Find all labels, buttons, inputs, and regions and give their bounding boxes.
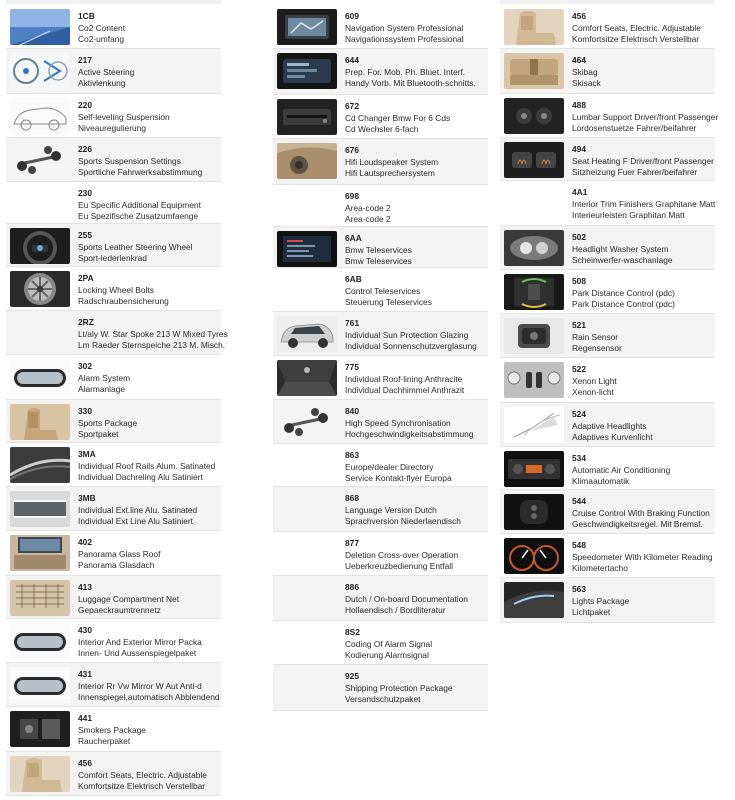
option-code: 230 [78,188,92,198]
glass-roof-image [10,535,70,571]
option-name-en: Language Version Dutch [345,504,437,515]
option-code: 456 [572,11,586,21]
option-code: 441 [78,713,92,723]
option-text [572,496,713,531]
option-code: 609 [345,11,359,21]
option-code: 4A1 [572,187,588,197]
option-code: 255 [78,230,92,240]
option-text [78,273,219,308]
option-name-de: Sitzheizung Fuer Fahrer/beifahrer [572,167,698,178]
option-row-6ab[interactable] [273,268,488,312]
option-name-de: Kilometertacho [572,563,628,574]
option-name-de: Alarmanlage [78,384,126,395]
option-text [345,671,486,706]
teleservice-screen-image [277,231,337,267]
option-row-502[interactable] [500,226,715,270]
option-row-544[interactable] [500,490,715,534]
option-name-en: Rain Sensor [572,331,619,342]
option-row-464[interactable] [500,49,715,94]
option-text [345,55,486,90]
option-name-en: Dutch / On-board Documentation [345,593,468,604]
option-text [345,101,486,136]
option-name-de: Niveauregulierung [78,123,146,134]
chassis-image [277,404,337,440]
option-name-de: Xenon-licht [572,387,614,398]
option-row-775[interactable] [273,356,488,400]
option-code: 534 [572,453,586,463]
option-text [572,100,719,135]
option-name-en: Park Distance Control (pdc) [572,287,675,298]
option-name-en: Deletion Cross-over Operation [345,549,459,560]
option-name-en: Automatic Air Conditioning [572,464,671,475]
option-name-de: Innen- Und Aussenspiegelpaket [78,648,197,659]
roof-rail-image [10,447,70,483]
option-code: 886 [345,582,359,592]
option-name-de: Innenspiegel,automatisch Abblendend [78,692,220,703]
option-text [572,364,713,399]
option-text [345,450,486,485]
option-name-de: Steuerung Teleservices [345,297,432,308]
option-name-de: Lm Raeder Sternspeiche 213 M. Misch. [78,340,226,351]
option-name-de: Panorama Glasdach [78,560,155,571]
key-fob-image [504,494,564,530]
option-name-de: Versandschutzpaket [345,694,421,705]
climate-panel-image [504,451,564,487]
option-text [78,55,219,90]
mirror-image [10,359,70,395]
option-text [78,669,219,704]
option-code: 3MB [78,493,96,503]
option-name-en: Interior Trim Finishers Graphitane Matt [572,198,716,209]
option-name-de: Komfortsitze Elektrisch Verstellbar [572,34,700,45]
door-speaker-image [277,143,337,179]
option-name-de: Individual Ext Line Alu Satiniert [78,516,193,527]
option-row-3ma[interactable] [6,443,221,487]
top-strip [500,0,715,4]
option-name-de: Regensensor [572,343,622,354]
option-text [78,582,219,617]
option-row-925[interactable] [273,665,488,711]
option-name-en: Headlight Washer System [572,243,669,254]
option-name-de: Adaptives Kurvenlicht [572,432,653,443]
option-text [572,11,713,46]
option-row-8s2[interactable] [273,621,488,665]
option-code: 488 [572,100,586,110]
option-code: 672 [345,101,359,111]
option-name-de: Scheinwerfer-waschanlage [572,255,673,266]
option-code: 2PA [78,273,94,283]
option-name-en: Sports Leather Steering Wheel [78,241,193,252]
option-name-en: Luggage Compartment Net [78,593,180,604]
option-code: 548 [572,540,586,550]
option-row-886[interactable] [273,576,488,621]
option-name-de: Eu Spezifische Zusatzumfaenge [78,211,199,222]
cd-changer-image [277,99,337,135]
option-text [572,584,713,619]
option-row-494[interactable] [500,138,715,181]
option-row-508[interactable] [500,270,715,314]
option-text [78,537,219,572]
option-text [572,276,713,311]
option-text [345,362,486,397]
option-text [345,233,486,268]
option-name-de: Handy Vorb. Mit Bluetooth-schnitts. [345,78,476,89]
option-name-en: Individual Sun Protection Glazing [345,329,469,340]
option-code: 1CB [78,11,95,21]
option-name-en: Speedometer With Kilometer Reading [572,551,713,562]
option-text [572,540,713,575]
option-row-220[interactable] [6,94,221,138]
option-name-de: Aktivlenkung [78,78,126,89]
option-text [572,409,713,444]
option-code: 676 [345,145,359,155]
adaptive-light-diagram-image [504,407,564,443]
sky-road-image [10,9,70,45]
option-name-en: Interior And Exterior Mirror Packa [78,636,202,647]
option-name-en: Interior Rr Vw Mirror W Aut Anti-d [78,680,202,691]
option-name-de: Sportliche Fahrwerksabstimmung [78,167,203,178]
option-name-en: Navigation System Professional [345,22,464,33]
option-name-en: Skibag [572,66,598,77]
option-code: 6AA [345,233,362,243]
option-text [572,187,716,222]
option-name-en: Comfort Seats, Electric. Adjustable [78,769,207,780]
option-row-430[interactable] [6,619,221,663]
option-name-en: Alarm System [78,372,131,383]
option-name-de: Ueberkreuzbedienung Entfall [345,561,454,572]
top-strip [6,0,221,4]
option-text [345,11,486,46]
option-name-de: Hochgeschwindigkeitsabstimmung [345,429,474,440]
option-name-de: Lichtpaket [572,607,611,618]
option-code: 431 [78,669,92,679]
option-row-521[interactable] [500,314,715,358]
option-row-863[interactable] [273,444,488,487]
option-text [78,449,219,484]
option-code: 430 [78,625,92,635]
option-name-en: Self-leveling Suspension [78,111,170,122]
option-code: 761 [345,318,359,328]
option-row-230[interactable] [6,182,221,224]
seat-heating-image [504,142,564,178]
option-name-en: Sports Suspension Settings [78,155,181,166]
option-name-de: Geschwindigkeitsregel. Mit Bremsf. [572,519,703,530]
option-text [78,11,219,46]
option-text [78,100,219,135]
option-row-2pa[interactable] [6,267,221,311]
option-name-en: Individual Ext.line Alu. Satinated [78,504,198,515]
option-row-524[interactable] [500,403,715,447]
option-row-456[interactable] [500,5,715,49]
option-text [78,406,219,441]
option-code: 644 [345,55,359,65]
option-name-en: Europe/dealer Directory [345,461,434,472]
option-text [345,145,486,180]
option-text [78,144,219,179]
option-code: 220 [78,100,92,110]
option-code: 563 [572,584,586,594]
option-name-de: Radschraubensicherung [78,296,169,307]
option-name-en: Smokers Package [78,724,146,735]
option-row-6aa[interactable] [273,227,488,268]
phone-screen-image [277,53,337,89]
option-code: 2RZ [78,317,94,327]
option-row-255[interactable] [6,224,221,267]
mirror-image [10,667,70,703]
option-row-698[interactable] [273,185,488,227]
option-row-609[interactable] [273,5,488,49]
option-name-en: Individual Roof Rails Alum. Satinated [78,460,216,471]
option-name-de: Park Distance Control (pdc) [572,299,675,310]
option-code: 413 [78,582,92,592]
option-name-de: Individual Dachhimmel Anthrazit [345,385,465,396]
option-code: 863 [345,450,359,460]
option-row-431[interactable] [6,663,221,707]
option-row-548[interactable] [500,534,715,578]
option-name-de: Skisack [572,78,601,89]
option-text [345,318,486,353]
option-code: 402 [78,537,92,547]
window-line-image [10,491,70,527]
roof-lining-image [277,360,337,396]
option-text [78,317,228,352]
sport-seat-image [10,404,70,440]
option-code: 302 [78,361,92,371]
option-name-de: Interieurleisten Graphitan Matt [572,210,685,221]
option-name-de: Individual Dachreling Alu Satiniert [78,472,203,483]
option-code: 494 [572,144,586,154]
option-name-de: Gepaeckraumtrennetz [78,605,161,616]
option-name-en: Hifi Loudspeaker System [345,156,439,167]
option-text [78,625,219,660]
option-name-en: Comfort Seats, Electric. Adjustable [572,22,701,33]
console-image [10,711,70,747]
option-row-413[interactable] [6,576,221,619]
option-code: 524 [572,409,586,419]
option-text [345,493,486,528]
option-name-de: Service Kontakt-flyer Europa [345,473,452,484]
option-name-en: Locking Wheel Bolts [78,284,154,295]
option-row-672[interactable] [273,95,488,139]
option-row-402[interactable] [6,531,221,576]
option-text [78,188,219,223]
option-row-330[interactable] [6,400,221,443]
option-text [345,274,486,309]
option-name-en: Cruise Control With Braking Function [572,507,710,518]
option-row-226[interactable] [6,138,221,182]
option-text [345,406,486,441]
option-text [78,713,219,748]
option-text [345,191,486,226]
option-code: 6AB [345,274,362,284]
option-text [78,230,219,265]
option-name-de: Hollaendisch / Bordliteratur [345,605,446,616]
option-name-de: Bmw Teleservices [345,256,412,267]
chassis-image [10,142,70,178]
option-name-de: Kodierung Alarmsignal [345,650,429,661]
seat-image [10,756,70,792]
option-row-1cb[interactable] [6,5,221,49]
option-name-de: Co2-umfang [78,34,125,45]
xenon-grille-image [504,362,564,398]
option-name-en: High Speed Synchronisation [345,417,451,428]
option-text [345,538,486,573]
option-name-en: Bmw Teleservices [345,244,412,255]
option-row-456[interactable] [6,752,221,796]
option-text [572,453,713,488]
option-code: 456 [78,758,92,768]
option-row-441[interactable] [6,707,221,752]
option-code: 3MA [78,449,96,459]
suv-side-image [277,316,337,352]
option-code: 522 [572,364,586,374]
option-row-522[interactable] [500,358,715,403]
option-name-en: Seat Heating F Driver/front Passenger [572,155,714,166]
option-row-868[interactable] [273,487,488,532]
option-name-de: Raucherpaket [78,736,131,747]
option-code: 698 [345,191,359,201]
option-code: 925 [345,671,359,681]
option-row-563[interactable] [500,578,715,623]
option-code: 217 [78,55,92,65]
option-code: 840 [345,406,359,416]
option-text [345,627,486,662]
option-name-en: Prep. For. Mob. Ph. Bluet. Interf. [345,66,466,77]
option-row-488[interactable] [500,94,719,138]
option-name-de: Area-code 2 [345,214,391,225]
option-name-en: Panorama Glass Roof [78,548,161,559]
option-code: 330 [78,406,92,416]
option-name-en: Coding Of Alarm Signal [345,638,433,649]
seat-buttons-image [504,98,564,134]
speedometer-image [504,538,564,574]
option-text [572,144,713,179]
option-code: 508 [572,276,586,286]
option-code: 226 [78,144,92,154]
option-row-644[interactable] [273,49,488,95]
option-row-761[interactable] [273,312,488,356]
option-name-de: Sprachversion Niederlaendisch [345,516,461,527]
option-text [345,582,486,617]
luggage-net-image [10,580,70,616]
option-name-en: Co2 Content [78,22,126,33]
option-code: 8S2 [345,627,360,637]
rear-seat-image [504,53,564,89]
option-text [78,493,219,528]
option-code: 502 [572,232,586,242]
door-light-image [504,582,564,618]
option-code: 775 [345,362,359,372]
option-name-en: Lumbar Support Driver/front Passenger [572,111,719,122]
option-row-676[interactable] [273,139,488,185]
option-name-en: Individual Roof-lining Anthracite [345,373,463,384]
option-name-de: Cd Wechsler 6-fach [345,124,419,135]
mirror-image [10,623,70,659]
option-name-en: Sports Package [78,417,138,428]
option-name-en: Xenon Light [572,375,617,386]
option-row-2rz[interactable] [6,311,228,355]
option-name-en: Area-code 2 [345,202,391,213]
option-name-en: Lt/aly W. Star Spoke 213 W Mixed Tyres [78,328,228,339]
option-name-en: Shipping Protection Package [345,682,453,693]
option-name-en: Eu Specific Additional Equipment [78,199,201,210]
option-name-de: Lordosenstuetze Fahrer/beifahrer [572,123,697,134]
option-name-de: Klimaautomatik [572,476,630,487]
option-name-de: Individual Sonnenschutzverglasung [345,341,477,352]
option-row-217[interactable] [6,49,221,94]
option-row-3mb[interactable] [6,487,221,531]
navigation-screen-image [277,9,337,45]
option-row-877[interactable] [273,532,488,576]
option-name-en: Lights Package [572,595,630,606]
option-code: 877 [345,538,359,548]
seat-image [504,9,564,45]
car-outline-image [10,98,70,134]
option-name-en: Adaptive Headlights [572,420,647,431]
option-text [572,232,713,267]
option-row-302[interactable] [6,355,221,400]
pdc-screen-image [504,274,564,310]
option-name-de: Komfortsitze Elektrisch Verstellbar [78,781,206,792]
option-text [78,361,219,396]
option-text [572,55,713,90]
option-code: 464 [572,55,586,65]
option-row-840[interactable] [273,400,488,444]
active-steering-diagram-image [10,53,70,89]
headlight-image [504,230,564,266]
option-name-de: Hifi Lautsprechersystem [345,168,435,179]
option-name-en: Cd Changer Bmw For 6 Cds [345,112,451,123]
option-text [78,758,219,793]
wheel-image [10,271,70,307]
option-code: 868 [345,493,359,503]
option-row-534[interactable] [500,447,715,490]
option-name-de: Sportpaket [78,429,119,440]
option-name-en: Active Steering [78,66,135,77]
option-name-de: Navigationssystem Professional [345,34,464,45]
option-text [572,320,713,355]
option-row-4a1[interactable] [500,181,715,226]
steering-wheel-image [10,228,70,264]
option-code: 521 [572,320,586,330]
option-name-en: Control Teleservices [345,285,421,296]
option-name-de: Sport-lederlenkrad [78,253,147,264]
rain-sensor-image [504,318,564,354]
option-code: 544 [572,496,586,506]
